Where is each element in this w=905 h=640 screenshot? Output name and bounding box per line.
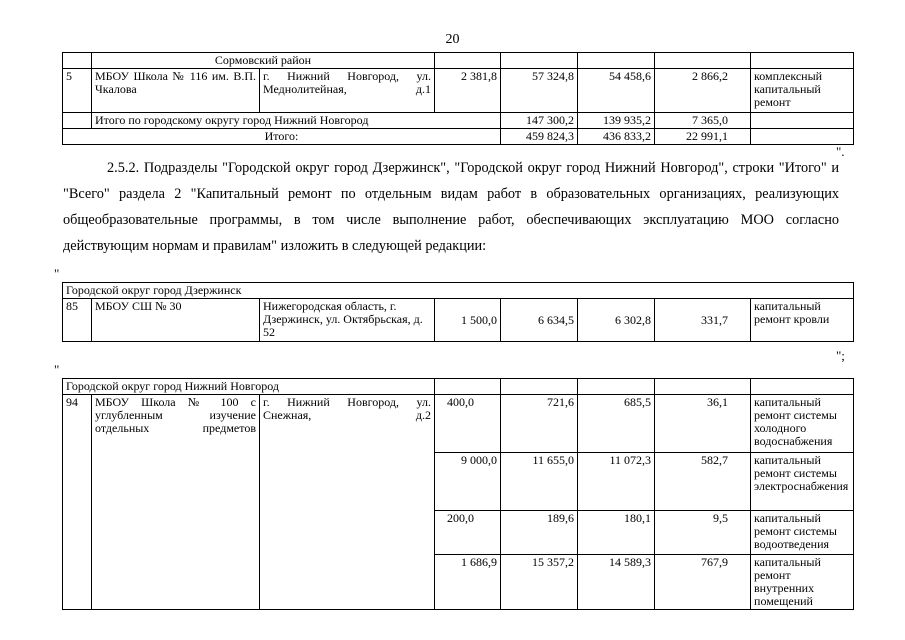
work-type: комплексный капитальный ремонт <box>751 69 854 113</box>
total-value-3: 436 833,2 <box>578 129 655 145</box>
amendment-paragraph <box>63 155 839 259</box>
closing-quote: "; <box>836 348 845 363</box>
value-3: 6 302,8 <box>578 299 655 342</box>
total-label: Итого: <box>63 129 501 145</box>
school-name: МБОУ Школа № 116 им. В.П. Чкалова <box>92 69 260 113</box>
subtotal-value-3: 139 935,2 <box>578 113 655 129</box>
district-name: Сормовский район <box>92 53 435 69</box>
value-4: 767,9 <box>655 555 751 610</box>
table-nizhny-novgorod <box>62 378 854 610</box>
opening-quote: " <box>54 266 60 281</box>
value-4: 331,7 <box>655 299 751 342</box>
table-row <box>63 299 854 342</box>
table-dzerzhinsk <box>62 282 854 342</box>
row-number: 5 <box>63 69 92 113</box>
value-1: 9 000,0 <box>435 453 501 511</box>
address: г. Нижний Новгород, ул. Снежная, д.2 <box>260 395 435 610</box>
total-value-4: 22 991,1 <box>655 129 751 145</box>
row-number: 94 <box>63 395 92 610</box>
value-3: 14 589,3 <box>578 555 655 610</box>
value-1: 200,0 <box>435 511 501 555</box>
work-type: капитальный ремонт внутренних помещений <box>751 555 854 610</box>
subtotal-row <box>63 113 854 129</box>
total-value-2: 459 824,3 <box>501 129 578 145</box>
school-name: МБОУ СШ № 30 <box>92 299 260 342</box>
value-3: 685,5 <box>578 395 655 453</box>
district-row <box>63 53 854 69</box>
value-1: 400,0 <box>435 395 501 453</box>
page-number: 20 <box>445 32 460 47</box>
value-2: 57 324,8 <box>501 69 578 113</box>
district-row <box>63 283 854 299</box>
value-4: 582,7 <box>655 453 751 511</box>
subtotal-label: Итого по городскому округу город Нижний Новгород <box>92 113 501 129</box>
value-2: 189,6 <box>501 511 578 555</box>
work-type: капитальный ремонт системы электроснабжения <box>751 453 854 511</box>
value-1: 1 500,0 <box>435 299 501 342</box>
value-4: 9,5 <box>655 511 751 555</box>
value-2: 15 357,2 <box>501 555 578 610</box>
table-row <box>63 395 854 453</box>
address: г. Нижний Новгород, ул. Меднолитейная, д.1 <box>260 69 435 113</box>
value-2: 721,6 <box>501 395 578 453</box>
value-4: 2 866,2 <box>655 69 751 113</box>
closing-quote: ". <box>836 144 845 159</box>
value-2: 11 655,0 <box>501 453 578 511</box>
work-type: капитальный ремонт системы водоотведения <box>751 511 854 555</box>
district-name: Городской округ город Дзержинск <box>63 283 854 299</box>
table-sormovsky <box>62 52 854 145</box>
subtotal-value-4: 7 365,0 <box>655 113 751 129</box>
value-3: 54 458,6 <box>578 69 655 113</box>
paragraph-text: 2.5.2. Подразделы "Городской округ город Дзержинск", "Городской округ город Нижний Новгород", строки "Итого" и "Всего" раздела 2 "Капитальный ремонт по отдельным видам работ в образовательных организациях, реализующих общеобразовательные программы, в том числе выполнение работ, обеспечивающих эксплуатацию МОО согласно действующим нормам и правилам" изложить в следующей редакции: <box>63 160 839 254</box>
address: Нижегородская область, г. Дзержинск, ул. Октябрьская, д. 52 <box>260 299 435 342</box>
work-type: капитальный ремонт кровли <box>751 299 854 342</box>
row-number: 85 <box>63 299 92 342</box>
value-3: 11 072,3 <box>578 453 655 511</box>
value-2: 6 634,5 <box>501 299 578 342</box>
value-1: 1 686,9 <box>435 555 501 610</box>
table-row <box>63 69 854 113</box>
district-name: Городской округ город Нижний Новгород <box>63 379 435 395</box>
school-name: МБОУ Школа № 100 с углубленным изучение отдельных предметов <box>92 395 260 610</box>
value-3: 180,1 <box>578 511 655 555</box>
opening-quote: " <box>54 362 60 377</box>
value-4: 36,1 <box>655 395 751 453</box>
work-type: капитальный ремонт системы холодного водоснабжения <box>751 395 854 453</box>
subtotal-value-2: 147 300,2 <box>501 113 578 129</box>
district-row <box>63 379 854 395</box>
value-1: 2 381,8 <box>435 69 501 113</box>
total-row <box>63 129 854 145</box>
